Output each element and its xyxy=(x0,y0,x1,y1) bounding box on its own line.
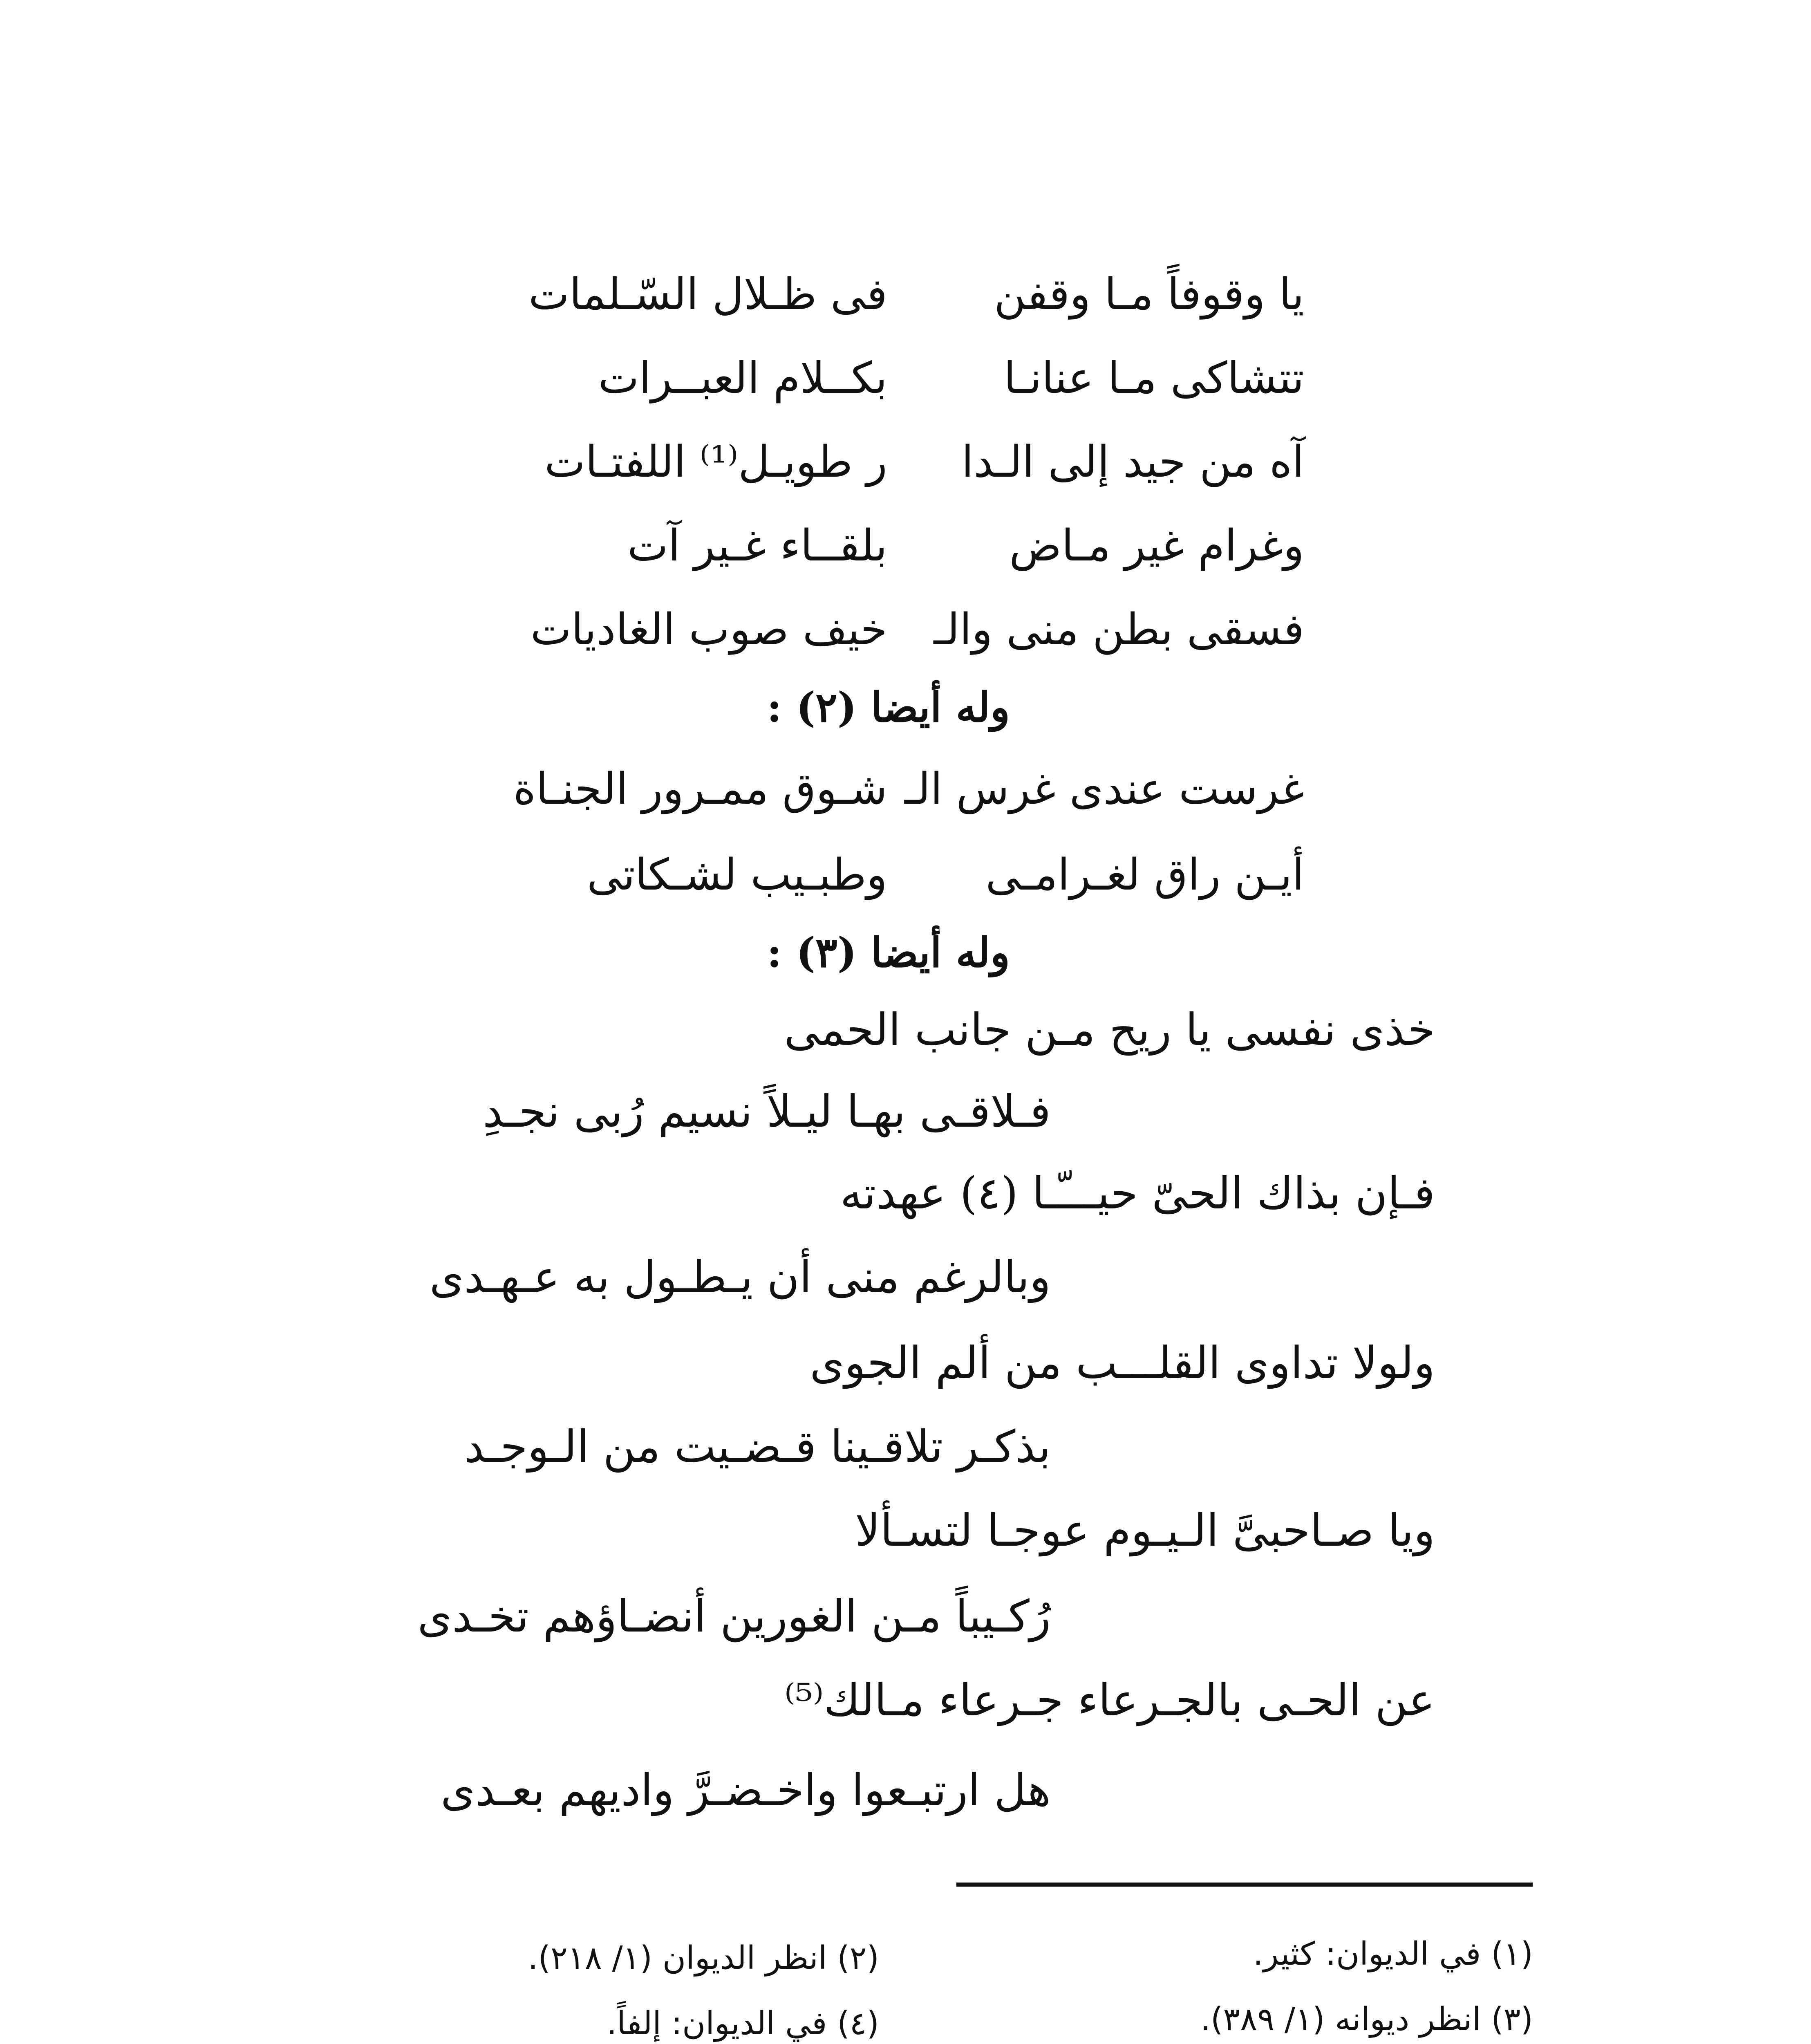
couplet-4 xyxy=(0,505,1811,587)
hemistich-second: ر طويـل⁽¹⁾ اللفتـات xyxy=(544,437,887,487)
hemistich-second: فى ظـلال السّـلمات xyxy=(528,269,887,319)
hemistich-first: آه من جيد إلى الـدا xyxy=(961,437,1304,487)
couplet-2 xyxy=(0,337,1811,419)
footnote-4: (٤) في الديوان: إلفاً. xyxy=(607,2005,879,2042)
section-heading-3: وله أيضا (٣) : xyxy=(767,928,1010,977)
couplet-6 xyxy=(0,748,1811,830)
couplet-5 xyxy=(0,589,1811,670)
couplet-7 xyxy=(0,834,1811,916)
verse-3-second: بذكـر تلاقـينا قـضـيت من الـوجـد xyxy=(464,1421,1051,1472)
footnote-divider xyxy=(956,1883,1533,1887)
hemistich-first: فسقى بطن منى والـ xyxy=(933,604,1304,654)
hemistich-first: تتشاكى مـا عنانـا xyxy=(1003,353,1304,403)
footnote-1: (١) في الديوان: كثير. xyxy=(1253,1936,1533,1972)
hemistich-second: بكــلام العبــرات xyxy=(598,353,887,403)
verse-5-second: هل ارتبـعوا واخـضـرَّ واديهم بعـدى xyxy=(441,1765,1051,1816)
hemistich-first: غرست عندى غرس الـ xyxy=(904,764,1304,814)
couplet-1 xyxy=(0,253,1811,335)
hemistich-first: يا وقوفاً مـا وقفن xyxy=(994,269,1304,319)
hemistich-second: وطبـيب لشـكاتى xyxy=(587,849,887,900)
footnote-3: (٣) انظر ديوانه (١/ ٣٨٩). xyxy=(1200,2001,1533,2038)
hemistich-second: بلقــاء غـير آت xyxy=(627,520,887,571)
verse-4-second: رُكـيباً مـن الغورين أنضـاؤهم تخـدى xyxy=(417,1591,1051,1642)
verse-5-first: عن الحـى بالجـرعاء جـرعاء مـالك⁽⁵⁾ xyxy=(784,1675,1435,1726)
footnote-2: (٢) انظر الديوان (١/ ٢١٨). xyxy=(528,1940,879,1977)
hemistich-second: شـوق ممـرور الجنـاة xyxy=(513,764,887,814)
section-heading-2: وله أيضا (٢) : xyxy=(767,683,1010,731)
verse-1-first: خذى نفسى يا ريح مـن جانب الحمى xyxy=(784,1004,1435,1056)
verse-4-first: ويا صـاحبىَّ الـيـوم عوجـا لتسـألا xyxy=(855,1505,1435,1556)
verse-2-first: فـإن بذاك الحىّ حيـــّـا (٤) عهدته xyxy=(840,1168,1435,1219)
verse-2-second: وبالرغم منى أن يـطـول به عـهـدى xyxy=(429,1252,1051,1303)
couplet-3 xyxy=(0,421,1811,503)
verse-1-second: فـلاقـى بهـا ليـلاً نسيم رُبى نجـدِ xyxy=(483,1086,1051,1137)
hemistich-second: خيف صوب الغاديات xyxy=(530,604,887,654)
verse-3-first: ولولا تداوى القلـــب من ألم الجوى xyxy=(810,1338,1435,1389)
hemistich-first: وغرام غير مـاض xyxy=(1009,520,1304,571)
hemistich-first: أيـن راق لغـرامـى xyxy=(985,849,1304,900)
